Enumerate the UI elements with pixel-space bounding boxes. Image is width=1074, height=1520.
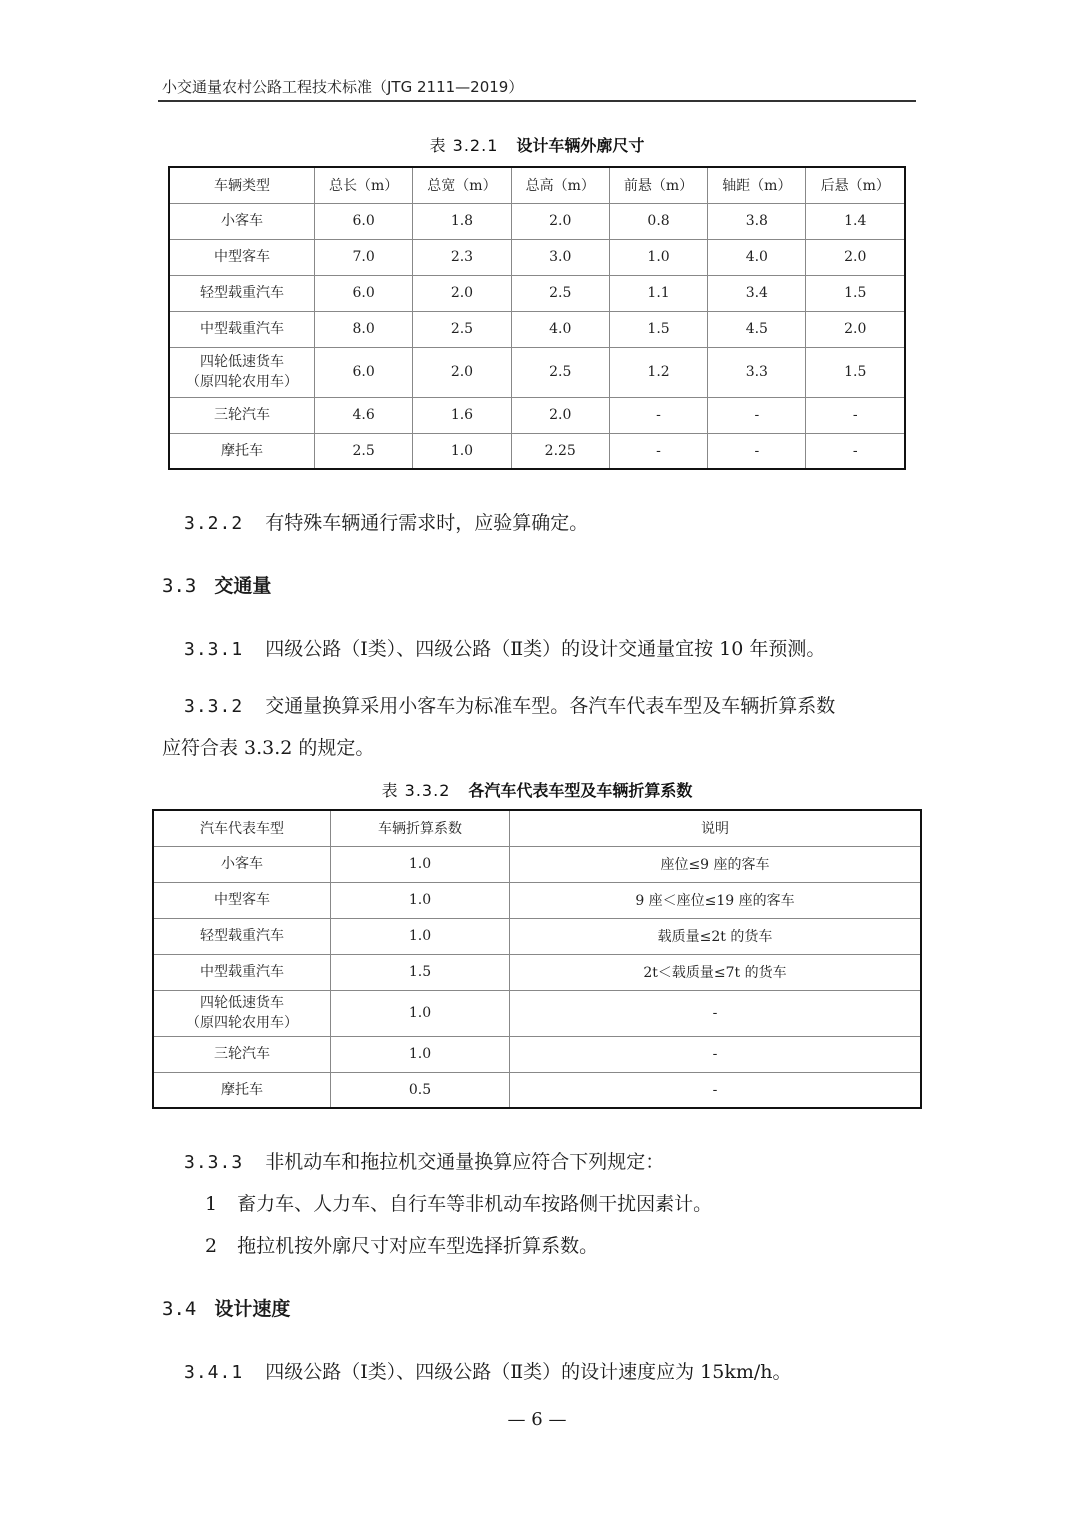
vehicle-type: 三轮汽车 — [214, 1046, 270, 1062]
clause-text: 非机动车和拖拉机交通量换算应符合下列规定： — [265, 1151, 665, 1173]
vehicle-dimensions-table — [168, 166, 906, 470]
item-text: 拖拉机按外廓尺寸对应车型选择折算系数。 — [237, 1235, 599, 1257]
dimension-cell: 3.8 — [708, 203, 806, 239]
dimension-cell: 2.5 — [315, 433, 413, 469]
dimension-cell: 2.0 — [511, 203, 609, 239]
dimension-cell: 2.0 — [413, 347, 511, 397]
table-row — [169, 347, 905, 397]
clause-number: 3.2.2 — [184, 513, 244, 534]
dimension-cell: 1.0 — [413, 433, 511, 469]
dimension-cell: 3.4 — [708, 275, 806, 311]
section-number: 3.4 — [162, 1298, 197, 1320]
note-cell: - — [510, 1036, 922, 1072]
dimension-cell: 6.0 — [315, 275, 413, 311]
section-number: 3.3 — [162, 575, 197, 597]
dimension-cell: 1.0 — [609, 239, 707, 275]
note-cell: 2t＜载质量≤7t 的货车 — [510, 954, 922, 990]
table1-header-cell: 后悬（m） — [806, 167, 905, 203]
dimension-cell: 3.3 — [708, 347, 806, 397]
dimension-cell: 2.0 — [511, 397, 609, 433]
conversion-factor-cell: 0.5 — [331, 1072, 510, 1108]
clause-text: 四级公路（Ⅰ类）、四级公路（Ⅱ类）的设计交通量宜按 10 年预测。 — [265, 638, 826, 660]
vehicle-type: 摩托车 — [221, 1081, 263, 1098]
table1-header-cell: 前悬（m） — [609, 167, 707, 203]
vehicle-type-cell — [153, 882, 331, 918]
dimension-cell: 1.8 — [413, 203, 511, 239]
clause-text: 有特殊车辆通行需求时，应验算确定。 — [265, 512, 589, 534]
clause-number: 3.3.2 — [184, 696, 244, 717]
table2-caption — [0, 778, 1074, 801]
vehicle-type-cell — [153, 918, 331, 954]
dimension-cell: 6.0 — [315, 347, 413, 397]
vehicle-type-cell — [169, 397, 315, 433]
dimension-cell: - — [609, 397, 707, 433]
dimension-cell: 2.0 — [806, 311, 905, 347]
dimension-cell: 1.5 — [806, 347, 905, 397]
clause-number: 3.4.1 — [184, 1362, 244, 1383]
table2-header-cell: 车辆折算系数 — [331, 810, 510, 846]
vehicle-type-cell — [153, 954, 331, 990]
dimension-cell: 2.5 — [511, 275, 609, 311]
conversion-factor-table — [152, 809, 922, 1109]
table1-header-cell: 总长（m） — [315, 167, 413, 203]
dimension-cell: 2.0 — [806, 239, 905, 275]
vehicle-type-cell — [169, 433, 315, 469]
conversion-factor-cell: 1.0 — [331, 846, 510, 882]
table-row — [169, 203, 905, 239]
clause-3-3-2 — [184, 691, 835, 718]
table-row — [169, 275, 905, 311]
table-row — [169, 311, 905, 347]
vehicle-type: 中型载重汽车 — [200, 321, 284, 337]
vehicle-type: 中型客车 — [214, 892, 270, 908]
note-cell: 座位≤9 座的客车 — [510, 846, 922, 882]
vehicle-type: 中型载重汽车 — [200, 964, 284, 980]
vehicle-type-note: （原四轮农用车） — [186, 1015, 298, 1031]
table1-header-cell: 轴距（m） — [708, 167, 806, 203]
table1-header-cell: 总高（m） — [511, 167, 609, 203]
table-row — [169, 397, 905, 433]
dimension-cell: 0.8 — [609, 203, 707, 239]
dimension-cell: - — [708, 433, 806, 469]
dimension-cell: 4.5 — [708, 311, 806, 347]
vehicle-type: 中型客车 — [214, 249, 270, 265]
list-item — [205, 1189, 712, 1216]
dimension-cell: 8.0 — [315, 311, 413, 347]
page-number: — 6 — — [507, 1409, 567, 1430]
dimension-cell: - — [708, 397, 806, 433]
clause-text: 交通量换算采用小客车为标准车型。各汽车代表车型及车辆折算系数 — [265, 695, 836, 717]
clause-3-3-2-continued: 应符合表 3.3.2 的规定。 — [162, 737, 375, 759]
vehicle-type: 三轮汽车 — [214, 407, 270, 423]
vehicle-type-cell — [153, 1036, 331, 1072]
clause-number: 3.3.1 — [184, 639, 244, 660]
vehicle-type: 轻型载重汽车 — [200, 928, 284, 944]
dimension-cell: 1.5 — [806, 275, 905, 311]
table1-header-cell: 总宽（m） — [413, 167, 511, 203]
section-title: 交通量 — [214, 575, 272, 597]
dimension-cell: 1.6 — [413, 397, 511, 433]
item-number: 1 — [205, 1193, 218, 1215]
vehicle-type-note: （原四轮农用车） — [186, 374, 298, 390]
table2-header-row — [153, 810, 921, 846]
vehicle-type: 摩托车 — [221, 442, 263, 459]
running-header: 小交通量农村公路工程技术标准（JTG 2111—2019） — [162, 78, 524, 96]
clause-3-4-1 — [184, 1357, 792, 1384]
dimension-cell: 3.0 — [511, 239, 609, 275]
vehicle-type-cell — [153, 1072, 331, 1108]
note-cell: - — [510, 990, 922, 1036]
dimension-cell: 2.25 — [511, 433, 609, 469]
header-rule — [158, 100, 916, 102]
list-item — [205, 1231, 598, 1258]
dimension-cell: 7.0 — [315, 239, 413, 275]
vehicle-type-cell — [169, 239, 315, 275]
vehicle-type-cell — [169, 275, 315, 311]
vehicle-type: 小客车 — [221, 213, 263, 229]
conversion-factor-cell: 1.0 — [331, 918, 510, 954]
conversion-factor-cell: 1.0 — [331, 1036, 510, 1072]
vehicle-type: 四轮低速货车 — [200, 995, 284, 1011]
table-row — [153, 846, 921, 882]
table1-header-cell: 车辆类型 — [169, 167, 315, 203]
dimension-cell: - — [609, 433, 707, 469]
dimension-cell: 6.0 — [315, 203, 413, 239]
conversion-factor-cell: 1.0 — [331, 882, 510, 918]
dimension-cell: 4.6 — [315, 397, 413, 433]
table2-header-cell: 说明 — [510, 810, 922, 846]
table2-header-cell: 汽车代表车型 — [153, 810, 331, 846]
table1-title: 设计车辆外廓尺寸 — [516, 136, 645, 155]
table-row — [153, 1072, 921, 1108]
table-row — [153, 918, 921, 954]
table-row — [153, 990, 921, 1036]
dimension-cell: 1.2 — [609, 347, 707, 397]
section-title: 设计速度 — [214, 1298, 291, 1320]
vehicle-type: 小客车 — [221, 856, 263, 872]
table2-number: 表 3.3.2 — [381, 781, 451, 800]
table-row — [153, 882, 921, 918]
dimension-cell: - — [806, 433, 905, 469]
item-text: 畜力车、人力车、自行车等非机动车按路侧干扰因素计。 — [237, 1193, 713, 1215]
note-cell: 载质量≤2t 的货车 — [510, 918, 922, 954]
table2-title: 各汽车代表车型及车辆折算系数 — [468, 781, 693, 800]
conversion-factor-cell: 1.0 — [331, 990, 510, 1036]
dimension-cell: 1.1 — [609, 275, 707, 311]
dimension-cell: 2.5 — [511, 347, 609, 397]
dimension-cell: 4.0 — [708, 239, 806, 275]
vehicle-type-cell — [169, 311, 315, 347]
dimension-cell: 1.4 — [806, 203, 905, 239]
table-row — [169, 239, 905, 275]
dimension-cell: 2.3 — [413, 239, 511, 275]
vehicle-type: 轻型载重汽车 — [200, 285, 284, 301]
table-row — [153, 1036, 921, 1072]
clause-3-2-2 — [184, 508, 588, 535]
clause-3-3-3 — [184, 1147, 664, 1174]
clause-text: 四级公路（Ⅰ类）、四级公路（Ⅱ类）的设计速度应为 15km/h。 — [265, 1361, 792, 1383]
item-number: 2 — [205, 1235, 218, 1257]
dimension-cell: 2.0 — [413, 275, 511, 311]
table1-number: 表 3.2.1 — [429, 136, 499, 155]
dimension-cell: 1.5 — [609, 311, 707, 347]
conversion-factor-cell: 1.5 — [331, 954, 510, 990]
vehicle-type: 四轮低速货车 — [200, 354, 284, 370]
note-cell: 9 座＜座位≤19 座的客车 — [510, 882, 922, 918]
table-row — [153, 954, 921, 990]
section-3-4-heading — [162, 1294, 290, 1321]
vehicle-type-cell — [169, 347, 315, 397]
section-3-3-heading — [162, 571, 271, 598]
clause-number: 3.3.3 — [184, 1152, 244, 1173]
note-cell: - — [510, 1072, 922, 1108]
vehicle-type-cell — [153, 990, 331, 1036]
dimension-cell: 4.0 — [511, 311, 609, 347]
dimension-cell: 2.5 — [413, 311, 511, 347]
table1-caption — [0, 133, 1074, 156]
dimension-cell: - — [806, 397, 905, 433]
table1-header-row — [169, 167, 905, 203]
vehicle-type-cell — [169, 203, 315, 239]
clause-3-3-1 — [184, 634, 825, 661]
vehicle-type-cell — [153, 846, 331, 882]
table-row — [169, 433, 905, 469]
